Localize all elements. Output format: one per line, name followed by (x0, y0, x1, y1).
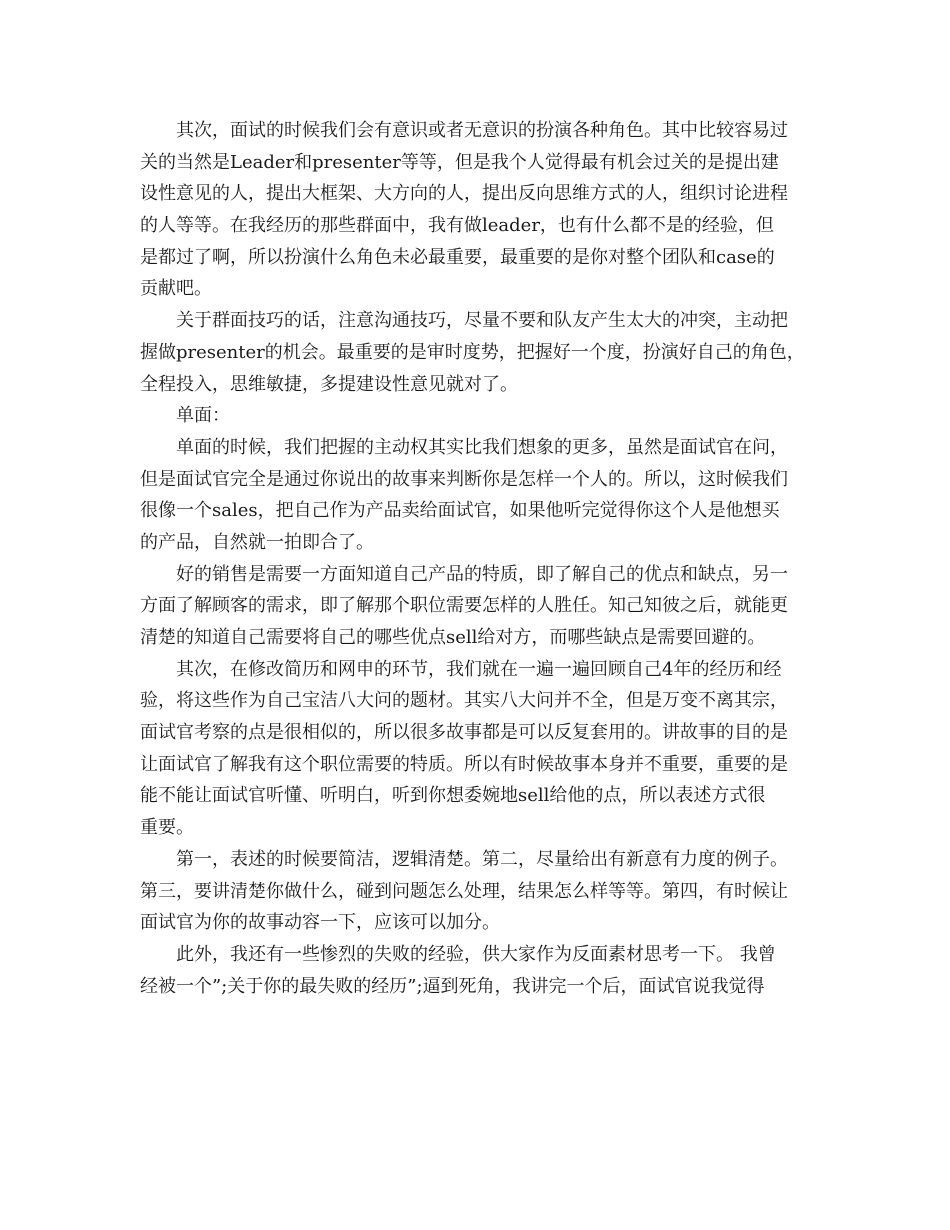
text-line: 经被一个”;关于你的最失败的经历”;逼到死角，我讲完一个后，面试官说我觉得 (140, 975, 765, 997)
text-line: 全程投入，思维敏捷，多提建设性意见就对了。 (140, 373, 518, 395)
text-line: 清楚的知道自己需要将自己的哪些优点sell给对方，而哪些缺点是需要回避的。 (140, 627, 766, 648)
text-line: 面试官考察的点是很相似的，所以很多故事都是可以反复套用的。讲故事的目的是 (140, 722, 788, 744)
text-line: 第一，表述的时候要简洁，逻辑清楚。第二，尽量给出有新意有力度的例子。 (176, 848, 788, 870)
text-line: 握做presenter的机会。最重要的是审时度势，把握好一个度，扮演好自己的角色， (140, 341, 805, 363)
text-line: 关的当然是Leader和presenter等等，但是我个人觉得最有机会过关的是提出建 (140, 151, 779, 173)
text-line: 第三，要讲清楚你做什么，碰到问题怎么处理，结果怎么样等等。第四，有时候让 (140, 880, 788, 902)
paragraph (140, 939, 816, 1002)
text-line: 其次，面试的时候我们会有意识或者无意识的扮演各种角色。其中比较容易过 (176, 120, 788, 141)
text-line: 其次，在修改简历和网申的环节，我们就在一遍一遍回顾自己4年的经历和经 (176, 658, 782, 680)
document-body (140, 115, 816, 1002)
text-line: 设性意见的人，提出大框架、大方向的人，提出反向思维方式的人，组织讨论进程 (140, 183, 788, 205)
text-line: 但是面试官完全是通过你说出的故事来判断你是怎样一个人的。所以，这时候我们 (140, 468, 788, 490)
text-line: 单面： (176, 405, 230, 427)
text-line: 方面了解顾客的需求，即了解那个职位需要怎样的人胜任。知己知彼之后，就能更 (140, 595, 788, 617)
text-line: 重要。 (140, 817, 194, 839)
text-line: 贡献吧。 (140, 278, 212, 300)
paragraph (140, 654, 816, 844)
paragraph (140, 305, 816, 400)
text-line: 让面试官了解我有这个职位需要的特质。所以有时候故事本身并不重要，重要的是 (140, 753, 788, 775)
paragraph (140, 115, 816, 305)
paragraph (140, 844, 816, 939)
text-line: 的人等等。在我经历的那些群面中，我有做leader，也有什么都不是的经验，但 (140, 215, 774, 237)
text-line: 验，将这些作为自己宝洁八大问的题材。其实八大问并不全，但是万变不离其宗， (140, 690, 788, 712)
text-line: 是都过了啊，所以扮演什么角色未必最重要，最重要的是你对整个团队和case的 (140, 246, 775, 268)
text-line: 关于群面技巧的话，注意沟通技巧，尽量不要和队友产生太大的冲突，主动把 (176, 310, 788, 332)
paragraph (140, 432, 816, 559)
text-line: 此外，我还有一些惨烈的失败的经验，供大家作为反面素材思考一下。 我曾 (176, 943, 776, 965)
text-line: 面试官为你的故事动容一下，应该可以加分。 (140, 912, 500, 934)
text-line: 好的销售是需要一方面知道自己产品的特质，即了解自己的优点和缺点，另一 (176, 563, 788, 585)
text-line: 很像一个sales，把自己作为产品卖给面试官，如果他听完觉得你这个人是他想买 (140, 500, 780, 522)
text-line: 的产品，自然就一拍即合了。 (140, 531, 374, 553)
section-heading (140, 400, 816, 432)
paragraph (140, 559, 816, 654)
text-line: 单面的时候，我们把握的主动权其实比我们想象的更多，虽然是面试官在问， (176, 436, 788, 458)
text-line: 能不能让面试官听懂、听明白，听到你想委婉地sell给他的点，所以表述方式很 (140, 785, 766, 807)
